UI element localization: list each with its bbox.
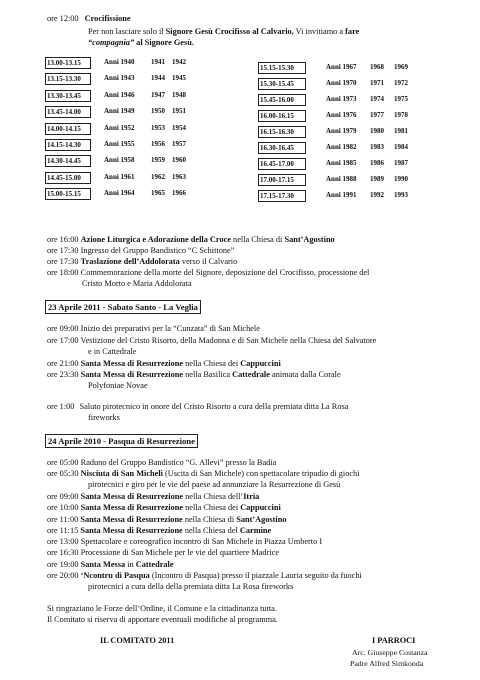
event-text: nella Basilica — [183, 370, 233, 379]
event-line — [47, 402, 348, 412]
shift-year: Anni 1940 — [104, 58, 135, 66]
shift-years — [104, 73, 193, 83]
event-text: animata dalla Corale — [269, 370, 341, 379]
shift-year: 1971 — [370, 79, 384, 87]
shift-year: Anni 1967 — [326, 63, 357, 71]
event-time: ore 17:30 — [47, 257, 79, 266]
event-place: Cappuccini — [240, 359, 281, 368]
shift-year: 1981 — [394, 127, 408, 135]
event-time: ore 1:00 — [47, 402, 75, 411]
shift-year: 1947 — [151, 90, 165, 99]
shift-year: 1969 — [394, 63, 408, 71]
shift-time-slot: 16.30-16.45 — [258, 142, 306, 154]
event-time: ore 10:00 — [47, 503, 79, 512]
shift-time-slot: 14.45-15.00 — [45, 172, 91, 184]
event-place: Cappuccini — [240, 503, 281, 512]
event-line — [47, 246, 234, 256]
event-time: ore 05:30 — [47, 469, 79, 478]
shift-year: 1963 — [172, 172, 186, 181]
shift-year: 1951 — [172, 107, 186, 116]
event-time: ore 16:00 — [47, 235, 79, 244]
event-text: Processione di San Michele per le vie del quartiere Madrice — [80, 548, 280, 557]
event-line — [47, 336, 376, 346]
event-time: ore 19:00 — [47, 560, 79, 569]
event-title: Santa Messa di Resurrezione — [80, 359, 184, 368]
shift-year: 1956 — [151, 140, 165, 148]
shift-years — [326, 78, 418, 88]
shift-years — [326, 158, 418, 168]
event-text: nella Chiesa dell’ — [183, 492, 244, 501]
intro-bold: fare — [345, 27, 360, 36]
shift-year: Anni 1970 — [326, 79, 357, 87]
event-time: ore 13:00 — [47, 537, 79, 546]
shift-time-slot: 14.00-14.15 — [45, 123, 91, 135]
shift-year: 1941 — [151, 58, 165, 66]
event-text: in — [125, 560, 136, 569]
shift-year: 1977 — [370, 111, 384, 119]
signature-name: Padre Alfred Simkonda — [350, 659, 424, 668]
shift-year: 1959 — [151, 156, 165, 165]
event-title: Santa Messa di Resurrezione — [80, 492, 184, 501]
shift-year: Anni 1976 — [326, 111, 357, 119]
event-time: ore 16:30 — [47, 548, 79, 557]
signature-committee: IL COMITATO 2011 — [100, 636, 175, 645]
shift-year: 1987 — [394, 159, 408, 167]
shift-year: 1975 — [394, 95, 408, 103]
event-text: (Uscita di San Michele) con spettacolare tripudio di giochi — [162, 469, 360, 478]
shift-year: 1944 — [151, 74, 165, 83]
shift-year: 1972 — [394, 79, 408, 87]
event-line — [47, 257, 237, 267]
shift-time-slot: 17.00-17.15 — [258, 174, 306, 186]
shift-year: 1993 — [394, 191, 408, 199]
shift-years — [104, 57, 193, 67]
event-line — [47, 235, 335, 245]
shift-time-slot: 13.45-14.00 — [45, 106, 91, 118]
signature-name: Arc. Giuseppe Costanza — [352, 648, 428, 657]
shift-years — [326, 62, 418, 72]
event-line — [47, 515, 286, 525]
event-title: Traslazione dell’Addolorata — [80, 257, 180, 266]
event-title: Crocifissione — [84, 14, 131, 23]
event-text: nella Chiesa dei — [183, 503, 241, 512]
event-text: nella Chiesa di — [182, 515, 237, 524]
shift-years — [326, 174, 418, 184]
intro-line-1 — [88, 27, 359, 37]
event-text-continued: pirotecnici a cura della della premiata ditta La Rosa fireworks — [88, 582, 294, 591]
shift-year: Anni 1982 — [326, 143, 357, 151]
shift-time-slot: 16.15-16.30 — [258, 126, 306, 138]
shift-year: Anni 1943 — [104, 74, 135, 83]
event-text-continued: Polyfoniae Novae — [88, 381, 148, 390]
event-place: Carmine — [239, 526, 272, 535]
shift-year: 1990 — [394, 175, 408, 183]
event-title: Santa Messa — [80, 560, 126, 569]
shift-year: 1957 — [172, 140, 186, 148]
event-title: Azione Liturgica e Adorazione della Croce — [80, 235, 231, 244]
closing-thanks: Si ringraziano le Forze dell’Ordine, il Comune e la cittadinanza tutta. — [47, 604, 277, 613]
event-place: Sant’Agostino — [236, 515, 287, 524]
event-line — [47, 469, 360, 479]
event-title: ‘Ncontru di Pasqua — [80, 571, 150, 580]
shift-years — [104, 106, 193, 116]
event-line — [47, 571, 362, 581]
event-place: Cattedrale — [135, 560, 174, 569]
event-title: Santa Messa di Resurrezione — [80, 515, 183, 524]
event-line — [47, 458, 276, 468]
event-text: Vestizione del Cristo Risorto, della Madonna e di San Michele nella Chiesa del Salvatore — [80, 336, 377, 345]
event-place: Cattedrale — [232, 370, 270, 379]
shift-year: Anni 1964 — [104, 189, 135, 198]
shift-time-slot: 16.45-17.00 — [258, 158, 306, 170]
shift-time-slot: 15.45-16.00 — [258, 94, 306, 106]
event-text: nella Chiesa di — [230, 235, 285, 244]
intro-text: Vi invitiamo a — [293, 27, 346, 36]
shift-time-slot: 14.30-14.45 — [45, 155, 91, 167]
event-line — [47, 537, 322, 547]
event-text: Spettacolare e coreografico incontro di San Michele in Piazza Umberto I — [80, 537, 323, 546]
shift-years — [326, 190, 418, 200]
shift-years — [104, 155, 193, 165]
shift-time-slot: 13.00-13.15 — [45, 57, 91, 69]
shift-year: 1960 — [172, 156, 186, 165]
section-heading-saturday: 23 Aprile 2011 - Sabato Santo - La Veglia — [45, 300, 201, 314]
shift-time-slot: 15.30-15.45 — [258, 78, 306, 90]
shift-year: 1950 — [151, 107, 165, 116]
shift-time-slot: 13.15-13.30 — [45, 73, 91, 85]
event-time: ore 20:00 — [47, 571, 79, 580]
event-time: ore 18:00 — [47, 268, 79, 277]
event-time: ore 09:00 — [47, 324, 79, 333]
shift-year: 1983 — [370, 143, 384, 151]
event-line — [47, 503, 281, 513]
event-time: ore 17:00 — [47, 336, 79, 345]
intro-bold: al Signore Gesù. — [134, 38, 194, 47]
event-line — [47, 492, 259, 502]
shift-year: 1965 — [151, 189, 165, 198]
event-text: verso il Calvario — [179, 257, 238, 266]
closing-note: Il Comitato si riserva di apportare eventuali modifiche al programma. — [47, 615, 278, 624]
event-time: ore 23:30 — [47, 370, 79, 379]
shift-year: Anni 1991 — [326, 191, 357, 199]
shift-year: Anni 1952 — [104, 123, 135, 132]
intro-line-2 — [88, 38, 194, 48]
shift-time-slot: 15.15-15.30 — [258, 62, 306, 74]
event-place: Itria — [243, 492, 260, 501]
event-time: ore 12:00 — [47, 14, 79, 23]
shift-years — [104, 188, 193, 198]
event-text: nella Chiesa del — [182, 526, 240, 535]
intro-text: Per non lasciare solo il — [88, 27, 166, 36]
event-text: Saluto pirotecnico in onore del Cristo Risorto a cura della premiata ditta La Rosa — [79, 402, 349, 411]
event-line — [47, 560, 174, 570]
shift-year: 1974 — [370, 95, 384, 103]
event-title: Santa Messa di Resurrezione — [80, 503, 184, 512]
shift-time-slot: 15.00-15.15 — [45, 188, 91, 200]
event-text-continued: e in Cattedrale — [88, 347, 137, 356]
shift-year: 1945 — [172, 74, 186, 83]
event-title: Nisciuta di San Micheli — [80, 469, 163, 478]
shift-years — [326, 126, 418, 136]
shift-years — [326, 94, 418, 104]
shift-time-slot: 14.15-14.30 — [45, 139, 91, 151]
shift-year: 1966 — [172, 189, 186, 198]
shift-years — [104, 172, 193, 182]
shift-years — [104, 123, 193, 133]
shift-year: Anni 1985 — [326, 159, 357, 167]
event-line — [47, 526, 271, 536]
shift-time-slot: 13.30-13.45 — [45, 90, 91, 102]
shift-time-slot: 16.00-16.15 — [258, 110, 306, 122]
event-line — [47, 548, 279, 558]
event-text: (Incontro di Pasqua) presso il piazzale Lauria seguito da fuochi — [149, 571, 362, 580]
shift-year: Anni 1946 — [104, 90, 135, 99]
event-title: Santa Messa di Resurrezione — [80, 526, 183, 535]
shift-year: 1986 — [370, 159, 384, 167]
shift-year: Anni 1961 — [104, 172, 135, 181]
event-text: Ingresso del Gruppo Bandistico “C Schittone” — [80, 246, 235, 255]
event-time: ore 11:00 — [47, 515, 79, 524]
shift-year: 1953 — [151, 123, 165, 132]
shift-year: 1968 — [370, 63, 384, 71]
shift-year: Anni 1958 — [104, 156, 135, 165]
crocifissione-line — [47, 14, 131, 24]
shift-years — [104, 90, 193, 100]
shift-year: 1948 — [172, 90, 186, 99]
signature-parroci-title: I PARROCI — [372, 636, 416, 645]
event-text: Raduno del Gruppo Bandistico “G. Allevi” presso la Badia — [80, 458, 277, 467]
event-time: ore 17:30 — [47, 246, 79, 255]
shift-year: 1980 — [370, 127, 384, 135]
shift-year: Anni 1955 — [104, 140, 135, 148]
event-line — [47, 370, 341, 380]
shift-year: 1992 — [370, 191, 384, 199]
shift-year: 1962 — [151, 172, 165, 181]
event-line — [47, 359, 281, 369]
event-time: ore 11:15 — [47, 526, 79, 535]
event-text: Inizio dei preparativi per la “Cunzata” di San Michele — [80, 324, 260, 333]
shift-year: 1942 — [172, 58, 186, 66]
shift-year: Anni 1979 — [326, 127, 357, 135]
shift-year: Anni 1949 — [104, 107, 135, 116]
intro-bold: Signore Gesù Crocifisso al Calvario, — [165, 27, 294, 36]
event-place: Sant’Agostino — [284, 235, 335, 244]
event-title: Santa Messa di Resurrezione — [80, 370, 184, 379]
event-text-continued: pirotecnici e giro per le vie del paese ad annunziare la Resurrezione di Gesù — [88, 480, 341, 489]
event-time: ore 21:00 — [47, 359, 79, 368]
shift-year: 1984 — [394, 143, 408, 151]
intro-bold-italic: “compagnia” — [88, 38, 135, 47]
event-text-continued: Cristo Morto e Maria Addolorata — [82, 279, 192, 288]
event-line — [47, 324, 260, 334]
shift-years — [104, 139, 193, 149]
shift-years — [326, 110, 418, 120]
event-text: Commemorazione della morte del Signore, deposizione del Crocifisso, processione del — [80, 268, 370, 277]
shift-year: 1989 — [370, 175, 384, 183]
event-line — [47, 268, 369, 278]
shift-year: Anni 1988 — [326, 175, 357, 183]
event-text-continued: fireworks — [88, 413, 120, 422]
event-text: nella Chiesa dei — [183, 359, 241, 368]
shift-time-slot: 17.15-17.30 — [258, 190, 306, 202]
event-time: ore 05:00 — [47, 458, 79, 467]
shift-years — [326, 142, 418, 152]
shift-year: Anni 1973 — [326, 95, 357, 103]
section-heading-sunday: 24 Aprile 2010 - Pasqua di Resurrezione — [45, 434, 198, 448]
shift-year: 1954 — [172, 123, 186, 132]
shift-year: 1978 — [394, 111, 408, 119]
event-time: ore 09:00 — [47, 492, 79, 501]
